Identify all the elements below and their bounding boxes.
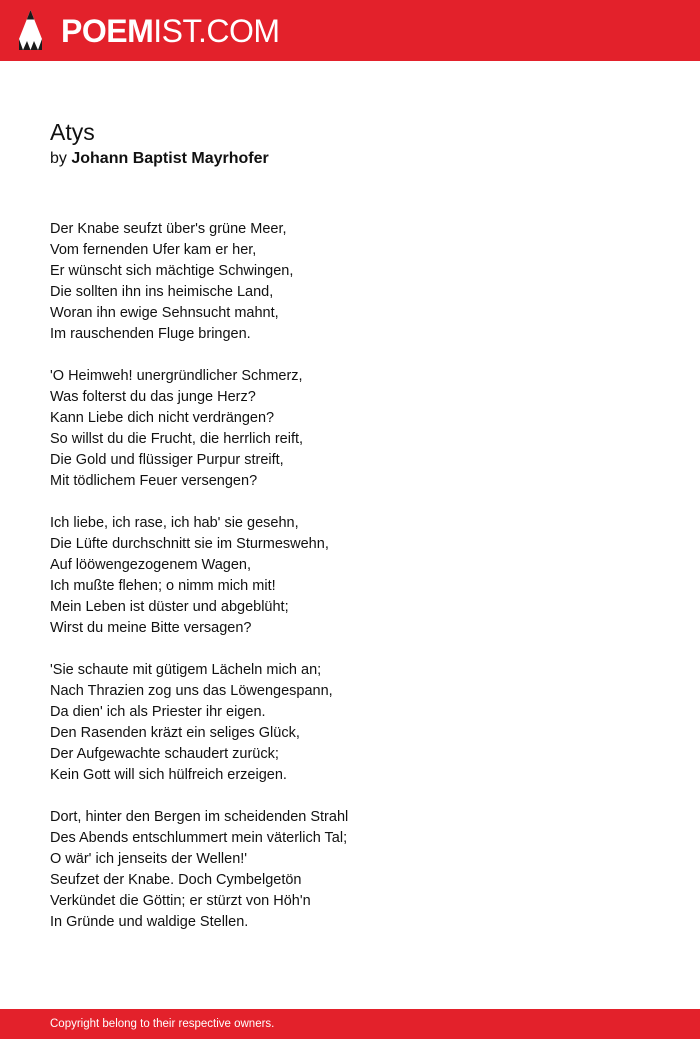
- poem-line: In Gründe und waldige Stellen.: [50, 914, 249, 930]
- stanza: [50, 366, 650, 492]
- poem-line: Den Rasenden kräzt ein seliges Glück,: [50, 725, 300, 741]
- brand-bold: POEM: [61, 13, 154, 49]
- poem-line: Die Gold und flüssiger Purpur streift,: [50, 452, 284, 468]
- poem-line: Mein Leben ist düster und abgeblüht;: [50, 599, 289, 615]
- stanza: [50, 219, 650, 345]
- poem-line: Er wünscht sich mächtige Schwingen,: [50, 263, 294, 279]
- stanza: [50, 807, 650, 933]
- poem-line: Verkündet die Göttin; er stürzt von Höh'n: [50, 893, 311, 909]
- site-header: [0, 0, 700, 61]
- poem-line: Ich liebe, ich rase, ich hab' sie gesehn,: [50, 515, 299, 531]
- by-label: by: [50, 150, 67, 167]
- poem-line: Die sollten ihn ins heimische Land,: [50, 284, 274, 300]
- poem-line: Des Abends entschlummert mein väterlich Tal;: [50, 830, 348, 846]
- poem-line: So willst du die Frucht, die herrlich reift,: [50, 431, 304, 447]
- poem-line: Kein Gott will sich hülfreich erzeigen.: [50, 767, 287, 783]
- poem-line: Wirst du meine Bitte versagen?: [50, 620, 252, 636]
- poem-line: Vom fernenden Ufer kam er her,: [50, 242, 257, 258]
- poem-line: Der Knabe seufzt über's grüne Meer,: [50, 221, 287, 237]
- poem-line: Der Aufgewachte schaudert zurück;: [50, 746, 279, 762]
- poem-line: O wär' ich jenseits der Wellen!': [50, 851, 248, 867]
- brand-light: IST.COM: [153, 13, 280, 49]
- poem-line: Mit tödlichem Feuer versengen?: [50, 473, 258, 489]
- pencil-icon[interactable]: [18, 9, 43, 51]
- poem-line: Die Lüfte durchschnitt sie im Sturmeswehn,: [50, 536, 329, 552]
- poem-line: Seufzet der Knabe. Doch Cymbelgetön: [50, 872, 302, 888]
- poem-byline: [50, 148, 269, 170]
- poem-line: 'O Heimweh! unergründlicher Schmerz,: [50, 368, 303, 384]
- stanza: [50, 513, 650, 639]
- poem-line: Auf lööwengezogenem Wagen,: [50, 557, 251, 573]
- copyright-text: Copyright belong to their respective owners.: [50, 1018, 275, 1030]
- poem-line: Da dien' ich als Priester ihr eigen.: [50, 704, 266, 720]
- poem-line: Woran ihn ewige Sehnsucht mahnt,: [50, 305, 279, 321]
- poem-body: [50, 219, 650, 954]
- site-footer: [0, 1009, 700, 1039]
- poem-line: Kann Liebe dich nicht verdrängen?: [50, 410, 275, 426]
- site-logo[interactable]: [61, 11, 280, 51]
- poem-line: 'Sie schaute mit gütigem Lächeln mich an;: [50, 662, 322, 678]
- author-name: Johann Baptist Mayrhofer: [71, 150, 269, 167]
- poem-line: Dort, hinter den Bergen im scheidenden Strahl: [50, 809, 349, 825]
- poem-line: Nach Thrazien zog uns das Löwengespann,: [50, 683, 333, 699]
- poem-line: Was folterst du das junge Herz?: [50, 389, 256, 405]
- stanza: [50, 660, 650, 786]
- poem-title: Atys: [50, 119, 95, 145]
- poem-line: Im rauschenden Fluge bringen.: [50, 326, 251, 342]
- poem-line: Ich mußte flehen; o nimm mich mit!: [50, 578, 276, 594]
